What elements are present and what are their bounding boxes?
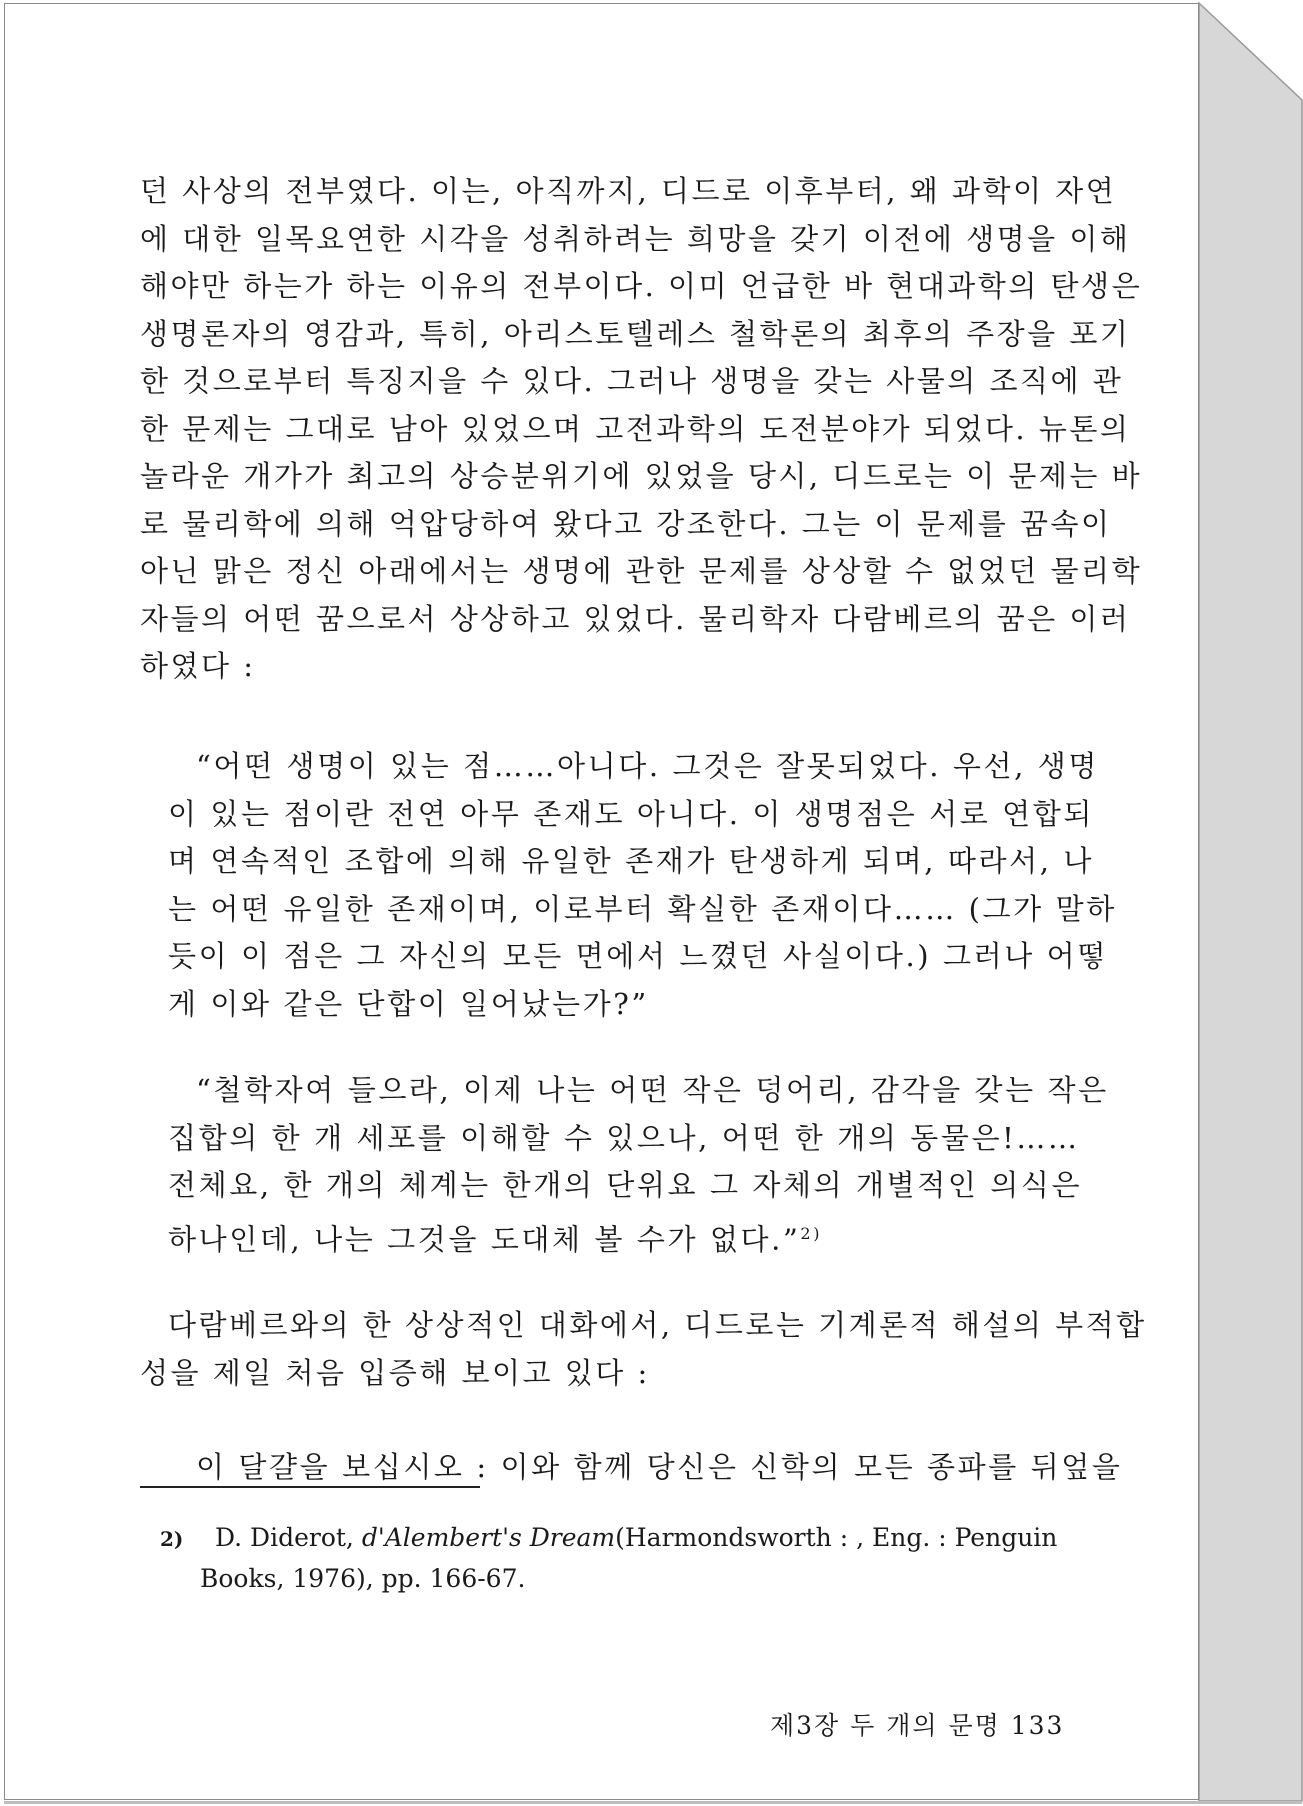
quote-line-text: 하나인데, 나는 그것을 도대체 볼 수가 없다.” xyxy=(168,1222,801,1257)
quote-line: 전체요, 한 개의 체계는 한개의 단위요 그 자체의 개별적인 의식은 xyxy=(168,1168,1083,1202)
footnote-ref: 2) xyxy=(800,1223,823,1243)
quote-line xyxy=(168,1210,1053,1264)
footnote-author: D. Diderot, xyxy=(215,1523,354,1552)
text-line: 에 대한 일목요연한 시각을 성취하려는 희망을 갖기 이전에 생명을 이해 xyxy=(140,221,1131,256)
quote-line: 게 이와 같은 단합이 일어났는가?” xyxy=(168,986,649,1021)
quote-line: 이 있는 점이란 전연 아무 존재도 아니다. 이 생명점은 서로 연합되 xyxy=(168,796,1094,831)
footnote-publisher: (Harmondsworth : , Eng. : Penguin xyxy=(615,1523,1058,1552)
text-line: 아닌 맑은 정신 아래에서는 생명에 관한 문제를 상상할 수 없었던 물리학 xyxy=(140,554,1143,588)
quote-line: 집합의 한 개 세포를 이해할 수 있으나, 어떤 한 개의 동물은!…… xyxy=(168,1120,1080,1155)
body-paragraph-1 xyxy=(140,168,1143,691)
footnote-title: d'Alembert's Dream xyxy=(361,1523,616,1552)
text-line: 한 문제는 그대로 남아 있었으며 고전과학의 도전분야가 되었다. 뉴톤의 xyxy=(140,411,1131,446)
text-line: 하였다 : xyxy=(140,649,256,683)
footnote-number: 2) xyxy=(160,1527,184,1551)
quote-line: “어떤 생명이 있는 점……아니다. 그것은 잘못되었다. 우선, 생명 xyxy=(196,749,1099,783)
footnote-rule xyxy=(140,1486,480,1488)
body-paragraph-2 xyxy=(140,1302,1147,1397)
running-footer: 제3장 두 개의 문명 133 xyxy=(770,1711,1065,1740)
text-line: 다람베르와의 한 상상적인 대화에서, 디드로는 기계론적 해설의 부적합 xyxy=(168,1308,1147,1342)
quote-line: 는 어떤 유일한 존재이며, 이로부터 확실한 존재이다…… (그가 말하 xyxy=(168,891,1117,926)
footnote-line-1 xyxy=(160,1518,1060,1559)
text-line: 놀라운 개가가 최고의 상승분위기에 있었을 당시, 디드로는 이 문제는 바 xyxy=(140,459,1143,493)
text-line: 던 사상의 전부였다. 이는, 아직까지, 디드로 이후부터, 왜 과학이 자연 xyxy=(140,174,1117,208)
block-quote-3 xyxy=(168,1444,1123,1492)
text-line: 해야만 하는가 하는 이유의 전부이다. 이미 언급한 바 현대과학의 탄생은 xyxy=(140,269,1143,303)
text-line: 한 것으로부터 특징지을 수 있다. 그러나 생명을 갖는 사물의 조직에 관 xyxy=(140,364,1124,398)
text-line: 성을 제일 처음 입증해 보이고 있다 : xyxy=(140,1355,650,1390)
text-line: 생명론자의 영감과, 특히, 아리스토텔레스 철학론의 최후의 주장을 포기 xyxy=(140,316,1131,351)
quote-line: 듯이 이 점은 그 자신의 모든 면에서 느꼈던 사실이다.) 그러나 어떻 xyxy=(168,939,1108,973)
quote-line: 이 달걀을 보십시오 : 이와 함께 당신은 신학의 모든 종파를 뒤엎을 xyxy=(196,1450,1123,1484)
block-quote-1 xyxy=(168,743,1117,1028)
text-line: 자들의 어떤 꿈으로서 상상하고 있었다. 물리학자 다람베르의 꿈은 이러 xyxy=(140,601,1131,636)
text-line: 로 물리학에 의해 억압당하여 왔다고 강조한다. 그는 이 문제를 꿈속이 xyxy=(140,506,1112,541)
footnote xyxy=(160,1518,1060,1599)
quote-line: “철학자여 들으라, 이제 나는 어떤 작은 덩어리, 감각을 갖는 작은 xyxy=(196,1073,1109,1107)
quote-line: 며 연속적인 조합에 의해 유일한 존재가 탄생하게 되며, 따라서, 나 xyxy=(168,844,1094,878)
footnote-line-2: Books, 1976), pp. 166-67. xyxy=(200,1564,526,1593)
block-quote-2 xyxy=(168,1067,1109,1264)
